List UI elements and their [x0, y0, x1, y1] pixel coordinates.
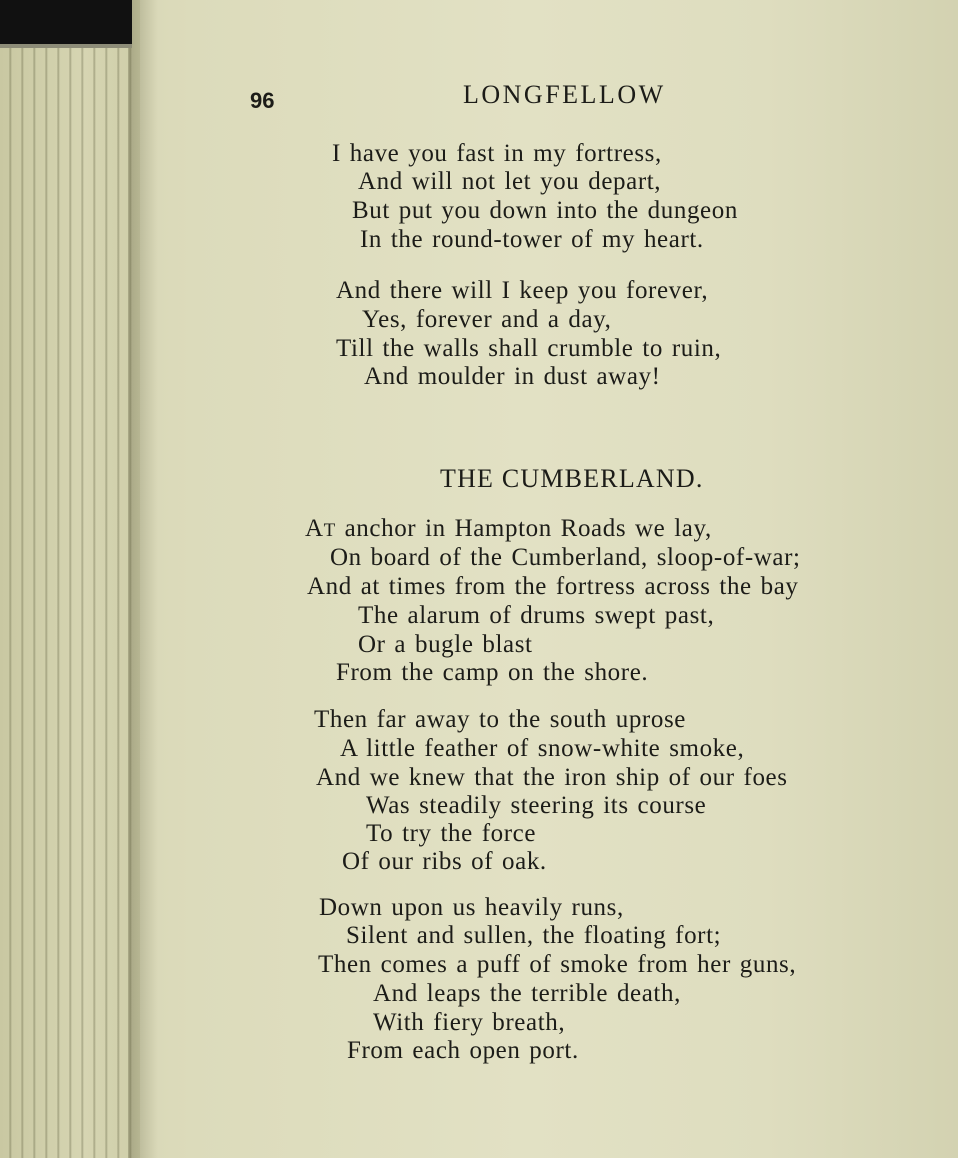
verse-line: Or a bugle blast: [358, 631, 533, 658]
page-top-edge: [0, 44, 132, 48]
drop-initial: A: [305, 515, 324, 542]
verse-line: Then comes a puff of smoke from her guns,: [318, 951, 797, 978]
verse-line: From the camp on the shore.: [336, 659, 649, 686]
poem-title: THE CUMBERLAND.: [440, 464, 704, 493]
background-dark-corner: [0, 0, 132, 44]
verse-line: Then far away to the south uprose: [314, 706, 686, 733]
verse-line: Of our ribs of oak.: [342, 848, 547, 875]
verse-line: On board of the Cumberland, sloop-of-war;: [330, 544, 801, 571]
page-number: 96: [250, 88, 275, 113]
verse-line: But put you down into the dungeon: [352, 197, 738, 224]
verse-line: Was steadily steering its course: [366, 792, 707, 819]
verse-line: I have you fast in my fortress,: [332, 140, 662, 167]
verse-line: Down upon us heavily runs,: [319, 894, 624, 921]
verse-line: From each open port.: [347, 1037, 579, 1064]
page-stack-edge: [0, 0, 140, 1158]
verse-line: Yes, forever and a day,: [362, 306, 612, 333]
verse-line: Till the walls shall crumble to ruin,: [336, 335, 722, 362]
verse-line: In the round-tower of my heart.: [360, 226, 704, 253]
verse-line: And there will I keep you forever,: [336, 277, 709, 304]
small-cap-letters: T: [323, 520, 336, 541]
verse-line: With fiery breath,: [373, 1009, 566, 1036]
verse-line: And at times from the fortress across the bay: [307, 573, 799, 600]
binding-shadow: [128, 0, 158, 1158]
verse-line: And leaps the terrible death,: [373, 980, 681, 1007]
verse-line: The alarum of drums swept past,: [358, 602, 715, 629]
verse-line: And we knew that the iron ship of our foes: [316, 764, 788, 791]
verse-line: To try the force: [366, 820, 537, 847]
running-head: LONGFELLOW: [463, 80, 666, 109]
verse-line-first: [305, 515, 712, 543]
verse-line-rest: anchor in Hampton Roads we lay,: [335, 515, 712, 542]
verse-line: And will not let you depart,: [358, 168, 662, 195]
verse-line: Silent and sullen, the floating fort;: [346, 922, 722, 949]
verse-line: And moulder in dust away!: [364, 363, 661, 390]
verse-line: A little feather of snow-white smoke,: [340, 735, 745, 762]
